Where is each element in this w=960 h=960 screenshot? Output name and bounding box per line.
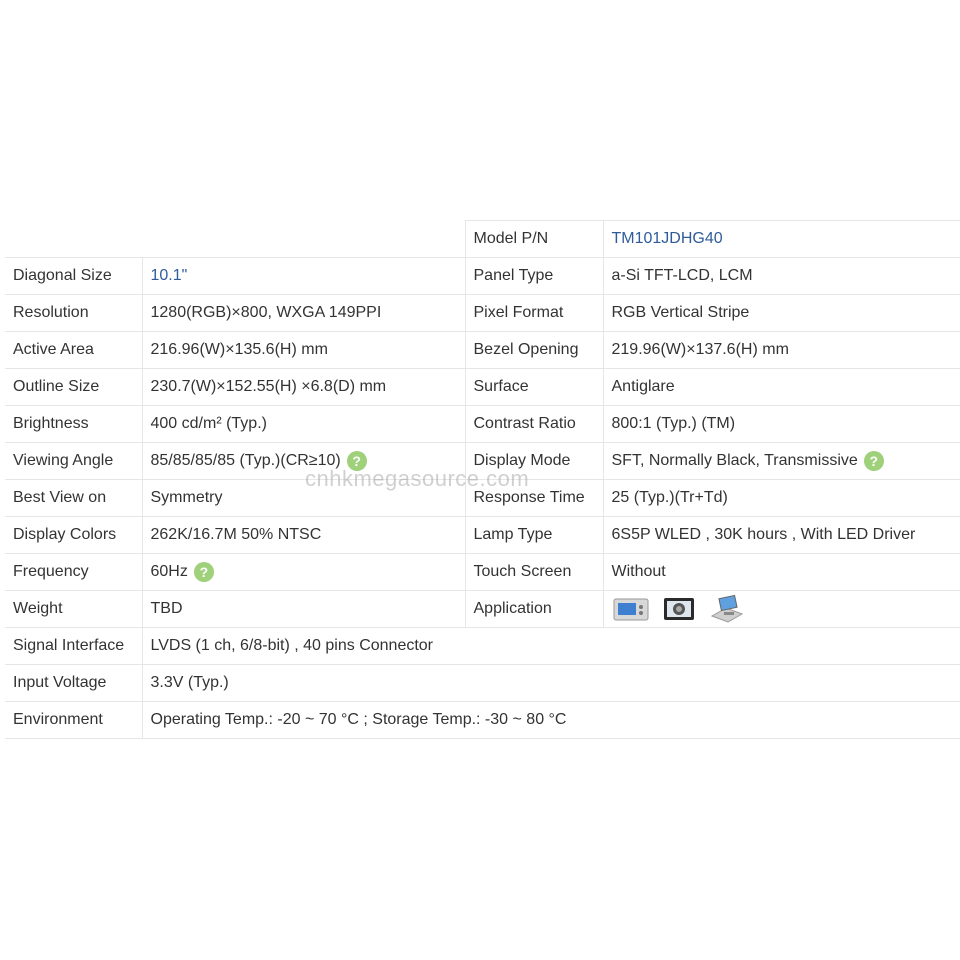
spec-value: 60Hz <box>150 563 188 581</box>
spec-table <box>5 220 960 739</box>
spec-value: Operating Temp.: -20 ~ 70 °C ; Storage Temp.: -30 ~ 80 °C <box>142 702 960 739</box>
monitor-device-icon[interactable] <box>612 594 650 624</box>
application-icons <box>603 591 960 628</box>
spec-label: Surface <box>465 369 603 406</box>
spec-row-wide <box>5 665 960 702</box>
spec-label: Viewing Angle <box>5 443 142 480</box>
spec-value: 216.96(W)×135.6(H) mm <box>142 332 465 369</box>
spec-row <box>5 332 960 369</box>
spec-row <box>5 591 960 628</box>
blank-cell <box>142 221 465 258</box>
spec-value: RGB Vertical Stripe <box>603 295 960 332</box>
spec-label: Frequency <box>5 554 142 591</box>
spec-label: Environment <box>5 702 142 739</box>
spec-value: Antiglare <box>603 369 960 406</box>
spec-label: Resolution <box>5 295 142 332</box>
spec-row <box>5 554 960 591</box>
spec-value: 25 (Typ.)(Tr+Td) <box>603 480 960 517</box>
help-icon[interactable]: ? <box>347 451 367 471</box>
spec-label: Pixel Format <box>465 295 603 332</box>
spec-row-model <box>5 221 960 258</box>
spec-label: Model P/N <box>465 221 603 258</box>
spec-value-cell <box>603 443 960 480</box>
watermark: cnhkmegasource.com <box>305 466 530 491</box>
spec-label: Input Voltage <box>5 665 142 702</box>
spec-row-wide <box>5 702 960 739</box>
model-number-value: TM101JDHG40 <box>603 221 960 258</box>
spec-label: Signal Interface <box>5 628 142 665</box>
pos-terminal-icon[interactable] <box>708 594 746 624</box>
spec-value: 3.3V (Typ.) <box>142 665 960 702</box>
medical-display-icon[interactable] <box>660 594 698 624</box>
spec-value: Symmetry <box>142 480 465 517</box>
spec-value: 6S5P WLED , 30K hours , With LED Driver <box>603 517 960 554</box>
spec-value: 219.96(W)×137.6(H) mm <box>603 332 960 369</box>
spec-label: Outline Size <box>5 369 142 406</box>
spec-label: Contrast Ratio <box>465 406 603 443</box>
spec-value: 262K/16.7M 50% NTSC <box>142 517 465 554</box>
spec-value: LVDS (1 ch, 6/8-bit) , 40 pins Connector <box>142 628 960 665</box>
spec-label: Display Mode <box>465 443 603 480</box>
spec-value: Without <box>603 554 960 591</box>
spec-label: Brightness <box>5 406 142 443</box>
spec-value-cell <box>142 443 465 480</box>
spec-row <box>5 369 960 406</box>
spec-value: SFT, Normally Black, Transmissive <box>611 452 858 470</box>
spec-row <box>5 517 960 554</box>
spec-value: 85/85/85/85 (Typ.)(CR≥10) <box>150 452 341 470</box>
spec-value: a-Si TFT-LCD, LCM <box>603 258 960 295</box>
spec-label: Application <box>465 591 603 628</box>
spec-label: Best View on <box>5 480 142 517</box>
spec-value: 800:1 (Typ.) (TM) <box>603 406 960 443</box>
spec-label: Bezel Opening <box>465 332 603 369</box>
spec-value: 400 cd/m² (Typ.) <box>142 406 465 443</box>
help-icon[interactable]: ? <box>194 562 214 582</box>
spec-label: Active Area <box>5 332 142 369</box>
spec-label: Diagonal Size <box>5 258 142 295</box>
spec-row-wide <box>5 628 960 665</box>
spec-label: Response Time <box>465 480 603 517</box>
spec-value: 10.1" <box>142 258 465 295</box>
spec-label: Lamp Type <box>465 517 603 554</box>
spec-row <box>5 258 960 295</box>
spec-label: Panel Type <box>465 258 603 295</box>
spec-row <box>5 443 960 480</box>
spec-row <box>5 406 960 443</box>
blank-cell <box>5 221 142 258</box>
spec-row <box>5 480 960 517</box>
spec-value: 230.7(W)×152.55(H) ×6.8(D) mm <box>142 369 465 406</box>
spec-value: 1280(RGB)×800, WXGA 149PPI <box>142 295 465 332</box>
help-icon[interactable]: ? <box>864 451 884 471</box>
spec-label: Weight <box>5 591 142 628</box>
spec-label: Touch Screen <box>465 554 603 591</box>
spec-label: Display Colors <box>5 517 142 554</box>
spec-value: TBD <box>142 591 465 628</box>
spec-row <box>5 295 960 332</box>
spec-value-cell <box>142 554 465 591</box>
